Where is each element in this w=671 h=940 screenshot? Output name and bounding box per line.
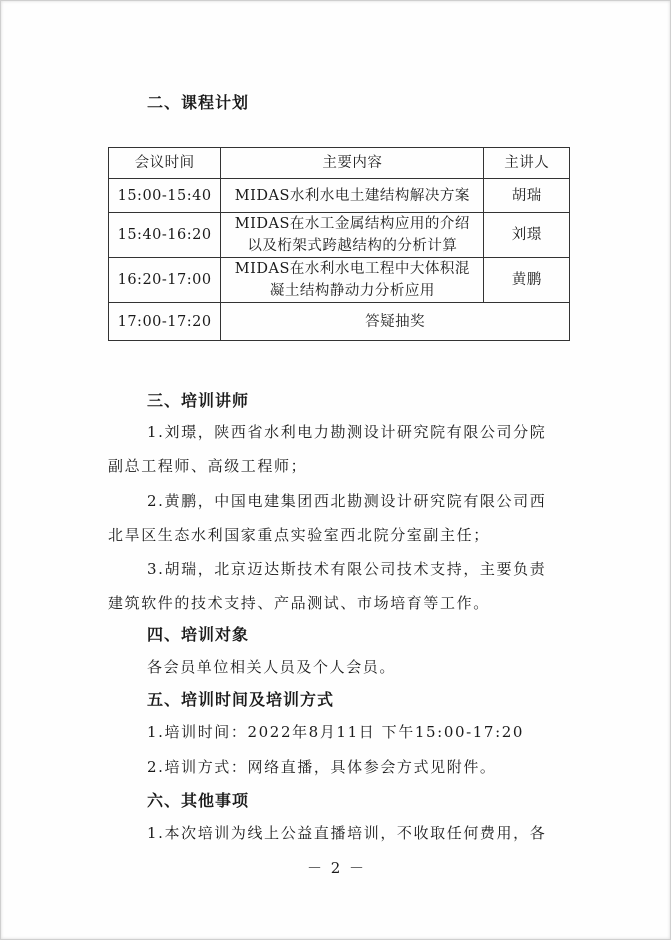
row-time: 15:00-15:40 (109, 179, 221, 213)
row-speaker: 胡瑞 (484, 179, 570, 213)
row-content (221, 258, 484, 303)
audience-paragraph-line: 各会员单位相关人员及个人会员。 (147, 658, 397, 676)
header-speaker: 主讲人 (484, 148, 570, 179)
table-row (109, 213, 570, 258)
table-row (109, 179, 570, 213)
table-header-row (109, 148, 570, 179)
section-heading-audience: 四、培训对象 (147, 625, 250, 644)
row-time: 17:00-17:20 (109, 303, 221, 341)
row-content (221, 179, 484, 213)
trainer-paragraph-line: 3.胡瑞，北京迈达斯技术有限公司技术支持，主要负责 (147, 560, 547, 578)
section-heading-other: 六、其他事项 (147, 791, 250, 810)
table-row (109, 258, 570, 303)
row-content (221, 213, 484, 258)
row-speaker: 刘璟 (484, 213, 570, 258)
row-content-merged: 答疑抽奖 (221, 303, 570, 341)
table-row (109, 303, 570, 341)
header-time: 会议时间 (109, 148, 221, 179)
trainer-paragraph-line: 副总工程师、高级工程师； (108, 457, 308, 475)
content-line: MIDAS在水利水电工程中大体积混 (234, 261, 470, 277)
section-heading-trainers: 三、培训讲师 (147, 391, 250, 410)
content-line: MIDAS在水工金属结构应用的介绍 (234, 216, 470, 232)
section-heading-time-method: 五、培训时间及培训方式 (147, 690, 335, 709)
time-method-paragraph-line: 2.培训方式：网络直播，具体参会方式见附件。 (147, 758, 497, 776)
trainer-paragraph-line: 北旱区生态水利国家重点实验室西北院分室副主任； (108, 526, 490, 544)
content-line: MIDAS水利水电土建结构解决方案 (234, 187, 470, 204)
trainer-paragraph-line: 建筑软件的技术支持、产品测试、市场培育等工作。 (108, 594, 490, 612)
section-heading-course-plan: 二、课程计划 (147, 93, 250, 112)
content-line: 以及桁架式跨越结构的分析计算 (247, 238, 458, 254)
other-paragraph-line: 1.本次培训为线上公益直播培训，不收取任何费用，各 (147, 824, 547, 842)
row-speaker: 黄鹏 (484, 258, 570, 303)
trainer-paragraph-line: 1.刘璟，陕西省水利电力勘测设计研究院有限公司分院 (147, 423, 547, 441)
header-content: 主要内容 (221, 148, 484, 179)
trainer-paragraph-line: 2.黄鹏，中国电建集团西北勘测设计研究院有限公司西 (147, 492, 547, 510)
content-line: 凝土结构静动力分析应用 (269, 283, 435, 299)
schedule-table (108, 147, 570, 341)
row-time: 16:20-17:00 (109, 258, 221, 303)
row-time: 15:40-16:20 (109, 213, 221, 258)
time-method-paragraph-line: 1.培训时间：2022年8月11日 下午15:00-17:20 (147, 723, 525, 741)
page-number: － 2 － (306, 859, 367, 877)
